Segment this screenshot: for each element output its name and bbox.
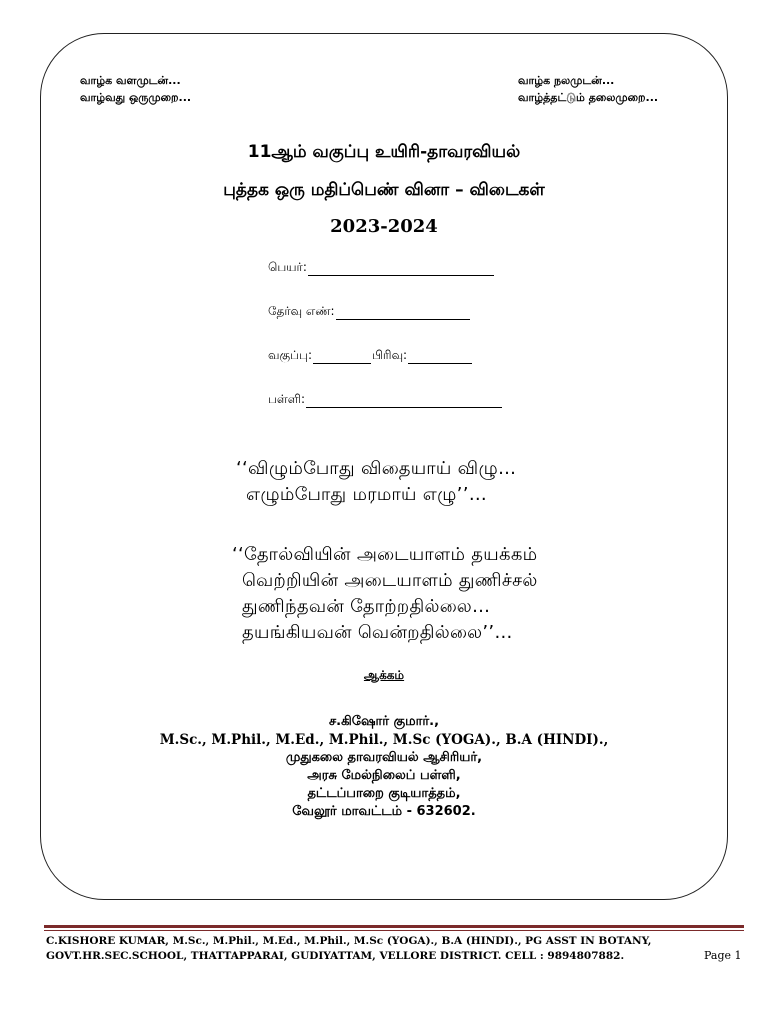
name-field xyxy=(268,260,494,276)
exam-no-label: தேர்வு எண்: xyxy=(268,304,335,318)
quote-1 xyxy=(0,456,768,508)
school-label: பள்ளி: xyxy=(268,392,306,406)
author-block xyxy=(0,713,768,821)
greeting-left-line1: வாழ்க வளமுடன்... xyxy=(80,74,181,87)
title-line2: புத்தக ஒரு மதிப்பெண் வினா – விடைகள் xyxy=(223,180,545,200)
name-label: பெயர்: xyxy=(268,260,307,274)
section-blank-line xyxy=(408,351,472,364)
quote-1-line1: ‘‘விழும்போது விதையாய் விழு… xyxy=(236,458,517,479)
quote-2-line4: தயங்கியவன் வென்றதில்லை’’… xyxy=(242,622,513,643)
school-blank-line xyxy=(306,395,502,408)
class-label: வகுப்பு: xyxy=(268,348,312,362)
class-section-field xyxy=(268,348,472,364)
greeting-left xyxy=(80,72,191,106)
author-heading: ஆக்கம் xyxy=(363,668,405,682)
title-line1: 11ஆம் வகுப்பு உயிரி-தாவரவியல் xyxy=(247,142,521,162)
author-degrees: M.Sc., M.Phil., M.Ed., M.Phil., M.Sc (YOGA)., B.A (HINDI)., xyxy=(159,732,609,748)
quote-2 xyxy=(0,542,768,646)
quote-1-line2: எழும்போது மரமாய் எழு’’… xyxy=(246,484,488,505)
title-year: 2023-2024 xyxy=(330,216,438,237)
footer xyxy=(46,934,746,964)
section-label: பிரிவு: xyxy=(371,348,408,362)
quote-2-line1: ‘‘தோல்வியின் அடையாளம் தயக்கம் xyxy=(232,544,538,565)
author-place: தட்டப்பாறை குடியாத்தம், xyxy=(307,786,461,801)
school-field xyxy=(268,392,502,408)
page-number: Page 1 xyxy=(704,949,742,962)
author-school: அரசு மேல்நிலைப் பள்ளி, xyxy=(307,768,461,783)
author-district: வேலூர் மாவட்டம் - 632602. xyxy=(292,804,476,819)
class-blank-line xyxy=(313,351,371,364)
exam-no-field xyxy=(268,304,470,320)
footer-line2: GOVT.HR.SEC.SCHOOL, THATTAPPARAI, GUDIYATTAM, VELLORE DISTRICT. CELL : 9894807882. xyxy=(46,950,625,962)
footer-line1: C.KISHORE KUMAR, M.Sc., M.Phil., M.Ed., M.Phil., M.Sc (YOGA)., B.A (HINDI)., PG ASST IN BOTANY, xyxy=(46,935,652,947)
name-blank-line xyxy=(308,263,494,276)
exam-no-blank-line xyxy=(336,307,470,320)
greeting-left-line2: வாழ்வது ஒருமுறை... xyxy=(80,91,192,104)
quote-2-line2: வெற்றியின் அடையாளம் துணிச்சல் xyxy=(242,570,538,591)
greeting-right-line2: வாழ்த்தட்டும் தலைமுறை... xyxy=(518,91,659,104)
author-designation: முதுகலை தாவரவியல் ஆசிரியர், xyxy=(285,750,483,765)
greeting-right xyxy=(518,72,658,106)
greeting-right-line1: வாழ்க நலமுடன்... xyxy=(518,74,615,87)
author-name: ச.கிஷோர் குமார்., xyxy=(328,714,440,729)
quote-2-line3: துணிந்தவன் தோற்றதில்லை… xyxy=(242,596,491,617)
footer-rule-thick xyxy=(44,925,744,928)
footer-rule-thin xyxy=(44,930,744,931)
